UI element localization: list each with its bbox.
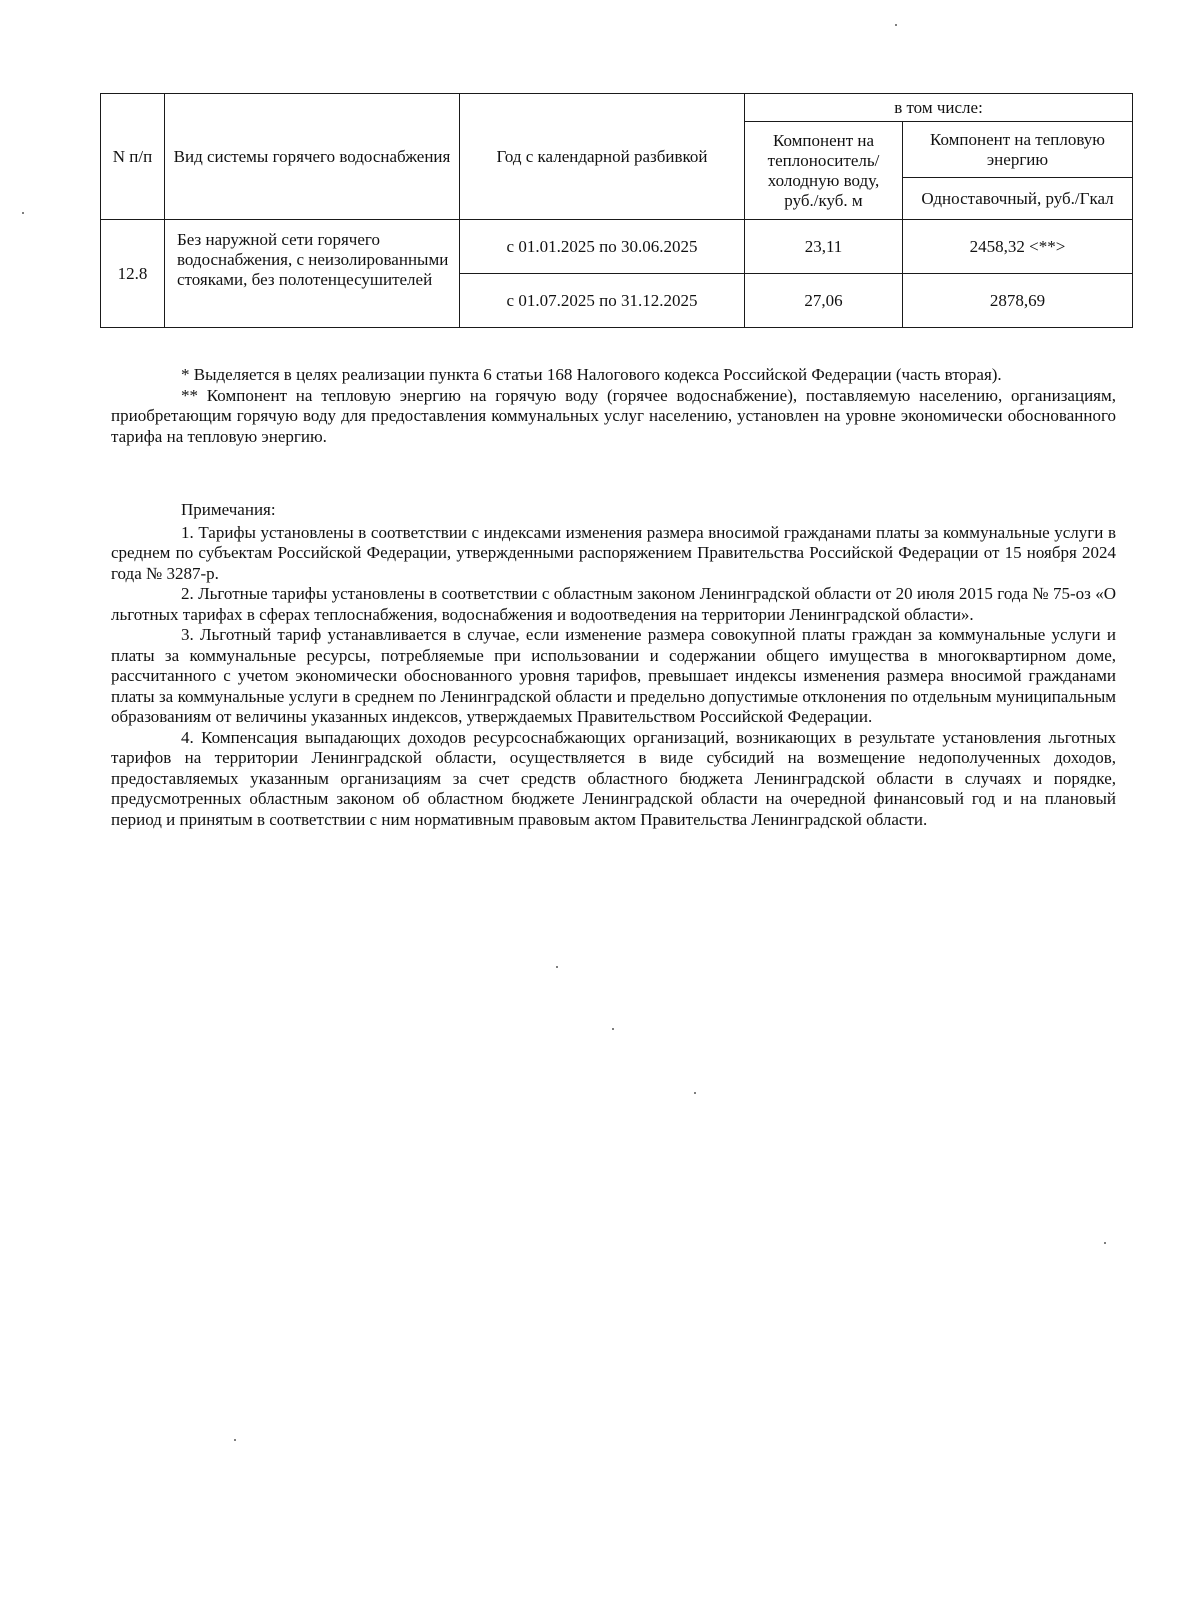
row-coolant-value: 27,06 xyxy=(745,274,903,328)
header-system: Вид системы горячего водоснабжения xyxy=(165,94,460,220)
notes-title: Примечания: xyxy=(181,500,276,519)
footnotes xyxy=(111,365,1116,447)
row-heat-value: 2458,32 <**> xyxy=(903,220,1133,274)
tariff-table xyxy=(100,93,1133,328)
header-including: в том числе: xyxy=(745,94,1133,122)
footnote-2: ** Компонент на тепловую энергию на горячую воду (горячее водоснабжение), поставляемую населению, организациям, приобретающим горячую воду для предоставления коммунальных услуг населению, установлен на уровне экономически обоснованного тарифа на тепловую энергию. xyxy=(111,385,1116,446)
footnote-1: * Выделяется в целях реализации пункта 6 статьи 168 Налогового кодекса Российской Федерации (часть вторая). xyxy=(181,365,1002,384)
row-period: с 01.01.2025 по 30.06.2025 xyxy=(460,220,745,274)
scan-speck xyxy=(556,966,558,968)
scan-speck xyxy=(234,1439,236,1441)
row-period: с 01.07.2025 по 31.12.2025 xyxy=(460,274,745,328)
scan-speck xyxy=(612,1028,614,1030)
scan-speck xyxy=(22,212,24,214)
header-heat: Компонент на тепловую энергию xyxy=(903,122,1133,178)
scan-speck xyxy=(1104,1242,1106,1244)
note-item: 4. Компенсация выпадающих доходов ресурсоснабжающих организаций, возникающих в результате установления льготных тарифов на территории Ленинградской области, осуществляется в виде субсидий на возмещение недополученных доходов, предоставляемых указанным организациям за счет средств областного бюджета Ленинградской области в случаях и порядке, предусмотренных областным законом об областном бюджете Ленинградской области на очередной финансовый год и на плановый период и принятым в соответствии с ним нормативным правовым актом Правительства Ленинградской области. xyxy=(111,727,1116,829)
note-item: 2. Льготные тарифы установлены в соответствии с областным законом Ленинградской области от 20 июля 2015 года № 75-оз «О льготных тарифах в сферах теплоснабжения, водоснабжения и водоотведения на территории Ленинградской области». xyxy=(111,584,1116,624)
notes-section xyxy=(111,500,1116,830)
scan-speck xyxy=(694,1092,696,1094)
header-coolant: Компонент на теплоноситель/ холодную воду, руб./куб. м xyxy=(745,122,903,220)
header-num: N п/п xyxy=(101,94,165,220)
note-item: 1. Тарифы установлены в соответствии с индексами изменения размера вносимой гражданами платы за коммунальные услуги в среднем по субъектам Российской Федерации, утвержденными распоряжением Правительства Российской Федерации от 15 ноября 2024 года № 3287-р. xyxy=(111,522,1116,583)
header-year: Год с календарной разбивкой xyxy=(460,94,745,220)
table-row xyxy=(101,220,1133,274)
row-num: 12.8 xyxy=(101,220,165,328)
note-item: 3. Льготный тариф устанавливается в случае, если изменение размера совокупной платы граждан за коммунальные услуги и платы за коммунальные ресурсы, потребляемые при использовании и содержании общего имущества в многоквартирном доме, рассчитанного с учетом экономически обоснованного уровня тарифов, превышает индексы изменения размера вносимой гражданами платы за коммунальные услуги в среднем по Ленинградской области и предельно допустимые отклонения по отдельным муниципальным образованиям от величины указанных индексов, утверждаемых Правительством Российской Федерации. xyxy=(111,625,1116,726)
row-system: Без наружной сети горячего водоснабжения, с неизолированными стояками, без полотенцесушителей xyxy=(165,220,460,328)
row-heat-value: 2878,69 xyxy=(903,274,1133,328)
header-single-rate: Одноставочный, руб./Гкал xyxy=(903,178,1133,220)
scan-speck xyxy=(895,24,897,26)
row-coolant-value: 23,11 xyxy=(745,220,903,274)
